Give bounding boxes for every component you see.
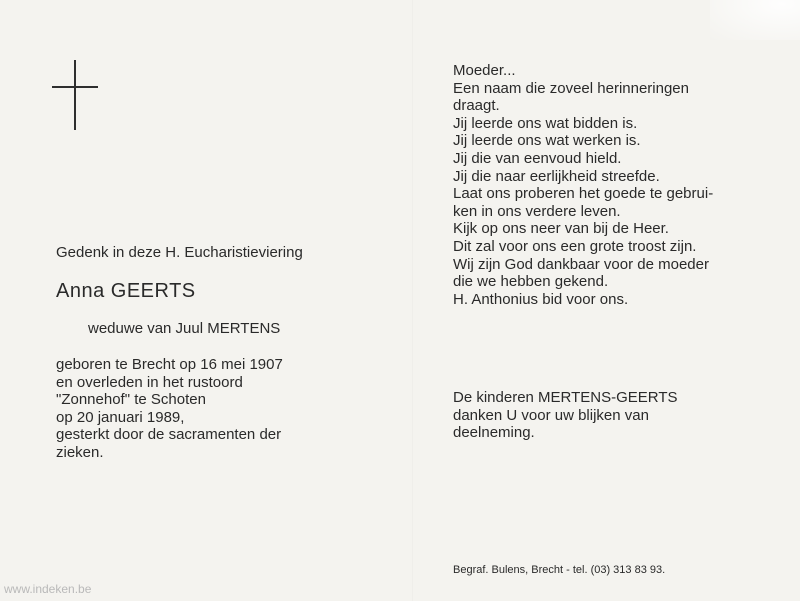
poem-line: die we hebben gekend. [453,273,609,291]
poem-line: Moeder... [453,62,516,79]
poem-line: Dit zal voor ons een grote troost zijn. [453,237,697,255]
paper-smudge [710,0,800,40]
widow-line: weduwe van Juul MERTENS [88,320,281,337]
deceased-name: Anna GEERTS [56,280,196,302]
poem-line: Jij leerde ons wat werken is. [453,132,641,150]
thanks-line: danken U voor uw blijken van [453,406,649,424]
biography [56,356,283,462]
watermark: www.indeken.be [4,582,92,596]
poem-line: Wij zijn God dankbaar voor de moeder [453,255,709,273]
bio-line: "Zonnehof" te Schoten [56,391,206,409]
poem-line: ken in ons verdere leven. [453,202,621,220]
poem-line: Laat ons proberen het goede te gebrui- [453,185,714,203]
intro-text: Gedenk in deze H. Eucharistieviering [56,244,303,261]
bio-line: geboren te Brecht op 16 mei 1907 [56,356,283,373]
printer-credit: Begraf. Bulens, Brecht - tel. (03) 313 83 93. [453,564,666,576]
poem-line: Jij die naar eerlijkheid streefde. [453,167,660,185]
poem [453,62,713,308]
thanks-line: De kinderen MERTENS-GEERTS [453,389,678,406]
card-fold [412,0,413,601]
bio-line: gesterkt door de sacramenten der [56,426,282,444]
poem-line: draagt. [453,97,500,115]
thanks-line: deelneming. [453,424,535,442]
cross-icon [52,60,98,130]
poem-line: Jij die van eenvoud hield. [453,149,622,167]
poem-line: Een naam die zoveel herinneringen [453,79,689,97]
poem-line: Kijk op ons neer van bij de Heer. [453,220,669,238]
poem-line: H. Anthonius bid voor ons. [453,290,629,308]
bio-line: op 20 januari 1989, [56,408,185,426]
poem-line: Jij leerde ons wat bidden is. [453,114,638,132]
bio-line: zieken. [56,443,104,461]
bio-line: en overleden in het rustoord [56,373,243,391]
thanks-note [453,389,678,442]
